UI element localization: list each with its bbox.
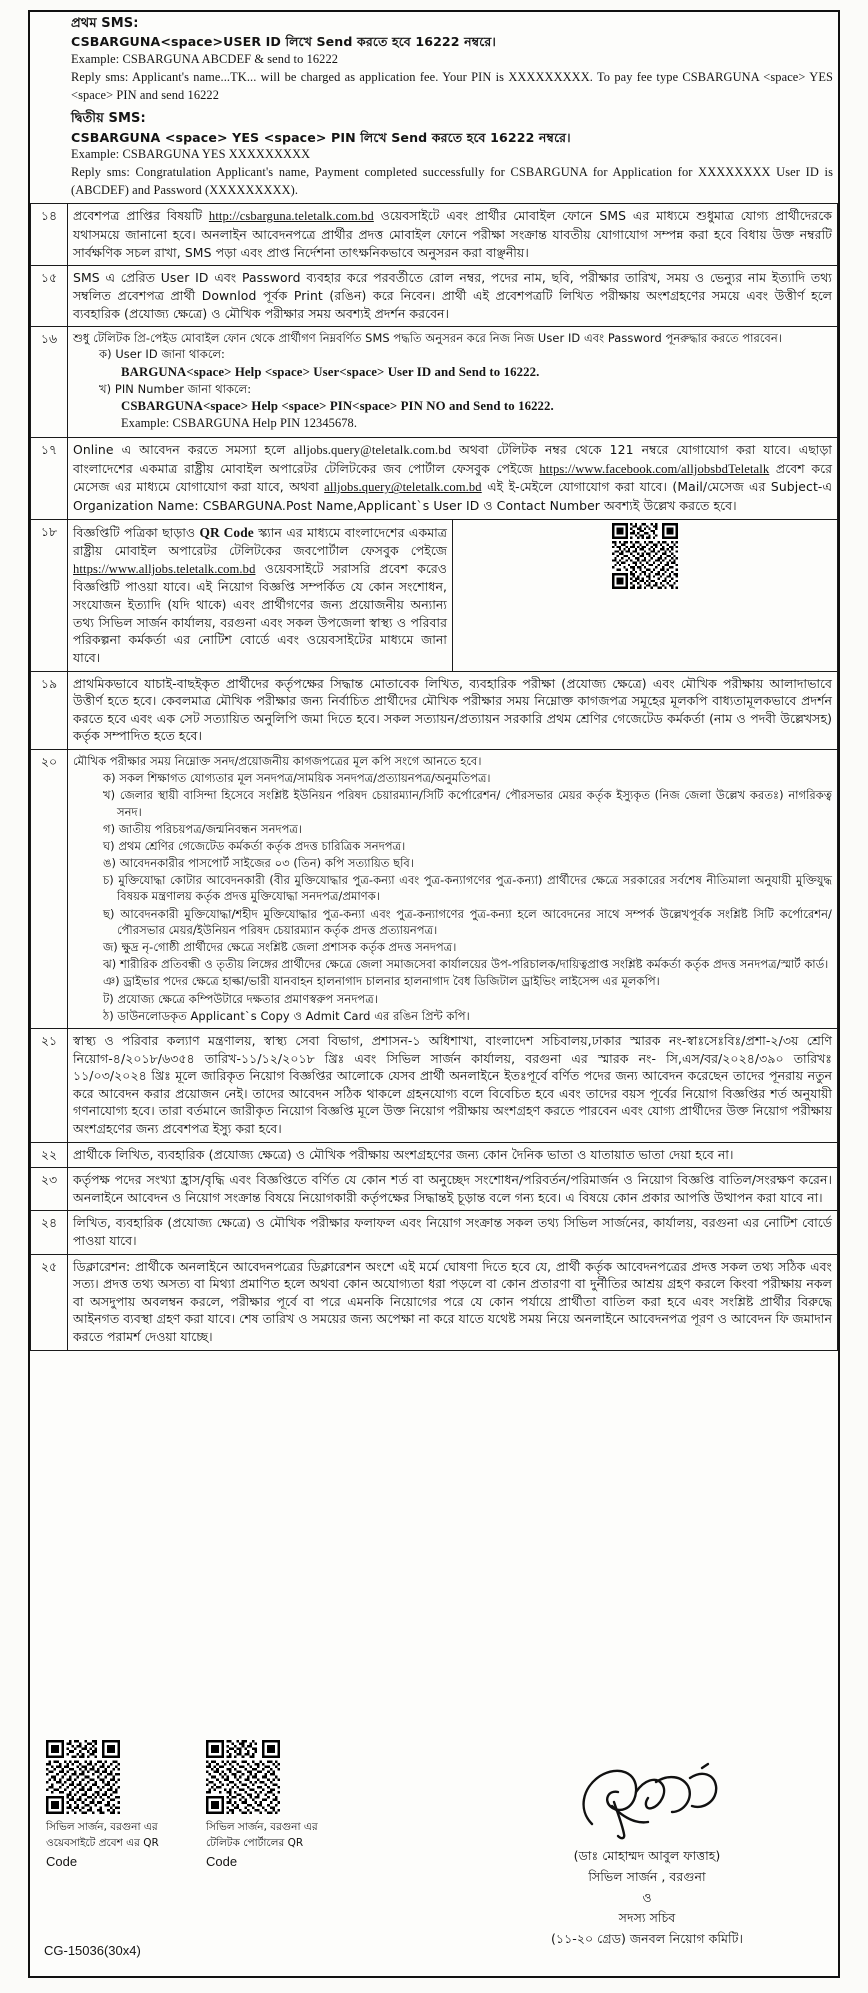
row-number: ১৬ bbox=[31, 327, 68, 437]
row-content-20 bbox=[68, 749, 838, 1028]
recover-userid-sms: BARGUNA<space> Help <space> User<space> User ID and Send to 16222. bbox=[121, 364, 540, 379]
list-item: চ) মুক্তিযোদ্ধা কোটার আবেদনকারী (বীর মুক্তিযোদ্ধার পুত্র-কন্যা এবং পুত্র-কন্যাগণের পুত্র-কন্যা) প্রার্থীদের ক্ষেত্রে সরকারের সর্বশেষ নীতিমালা অনুযায়ী মুক্তিযুদ্ধ বিষয়ক মন্ত্রণালয় কর্তৃক প্রদত্ত মুক্তিযোদ্ধা সনদপত্র/প্রমাণক। bbox=[103, 873, 832, 904]
row-content-19: প্রাথমিকভাবে যাচাই-বাছইকৃত প্রার্থীদের কর্তৃপক্ষের সিদ্ধান্ত মোতাবেক লিখিত, ব্যবহারিক পরীক্ষা (প্রযোজ্য ক্ষেত্রে) এবং মৌখিক পরীক্ষায় আলাদাভাবে উত্তীর্ণ হতে হবে। কেবলমাত্র মৌখিক পরীক্ষার জন্য নির্বাচিত প্রার্থীদের মৌখিক পরীক্ষার সময় নিম্নোক্ত কাগজপত্র সমূহের মূলকপি বাধ্যতামূলকভাবে প্রদর্শন করতে হবে এবং এক সেট সত্যায়িত অনুলিপি জমা দিতে হবে। সকল সত্যায়ন/প্রত্যায়ন সরকারি প্রথম শ্রেণির গেজেটেড কর্মকর্তা (নাম ও পদবী উল্লেখসহ) কর্তৃক সম্পাদিত হতে হবে। bbox=[68, 671, 838, 749]
qr-caption-teletalk bbox=[206, 1820, 334, 1871]
list-item: ঠ) ডাউনলোডকৃত Applicant`s Copy ও Admit Card এর রঙিন প্রিন্ট কপি। bbox=[103, 1008, 470, 1023]
row-content-18 bbox=[68, 519, 453, 671]
row-content-15: SMS এ প্রেরিত User ID এবং Password ব্যবহার করে পরবর্তীতে রোল নম্বর, পদের নাম, ছবি, পরীক্ষার তারিখ, সময় ও ভেন্যুর নাম ইত্যাদি তথ্য সম্বলিত প্রবেশপত্র প্রার্থী Downlod পূর্বক Print (রঙিন) করে নিবেন। প্রার্থী এই প্রবেশপত্রটি লিখিত পরীক্ষায় অংশগ্রহণের সময়ে এবং উত্তীর্ণ হলে ব্যবহারিক (প্রযোজ্য ক্ষেত্রে) ও মৌখিক পরীক্ষার সময় অবশ্যই প্রদর্শন করবেন। bbox=[68, 266, 838, 327]
qr-code-icon bbox=[46, 1740, 120, 1814]
qr-caption-teletalk-en: Code bbox=[206, 1853, 238, 1869]
support-email-2[interactable]: alljobs.query@teletalk.com.bd bbox=[324, 480, 482, 495]
jobportal-link[interactable]: https://www.alljobs.teletalk.com.bd bbox=[73, 561, 256, 576]
row-content-22: প্রার্থীকে লিখিত, ব্যবহারিক (প্রযোজ্য ক্ষেত্রে) ও মৌখিক পরীক্ষায় অংশগ্রহণের জন্য কোন দৈনিক ভাতা ও যাতায়াত ভাতা দেয়া হবে না। bbox=[68, 1142, 838, 1168]
circular-sheet bbox=[28, 10, 840, 1978]
qr-code-icon bbox=[612, 523, 678, 589]
list-item: ট) প্রযোজ্য ক্ষেত্রে কম্পিউটারে দক্ষতার প্রমাণস্বরুপ সনদপত্র। bbox=[103, 991, 378, 1006]
support-email[interactable]: alljobs.query@teletalk.com.bd bbox=[293, 442, 452, 457]
signatory-title: সিভিল সার্জন , বরগুনা bbox=[588, 1868, 706, 1884]
list-item: গ) জাতীয় পরিচয়পত্র/জন্মনিবন্ধন সনদপত্র। bbox=[103, 821, 303, 836]
page-footer bbox=[30, 1726, 838, 1976]
row-20-lead: মৌখিক পরীক্ষার সময় নিম্নোক্ত সনদ/প্রয়োজনীয় কাগজপত্রের মূল কপি সংগে আনতে হবে। bbox=[73, 753, 482, 768]
list-item: ছ) আবেদনকারী মুক্তিযোদ্ধা/শহীদ মুক্তিযোদ্ধার পুত্র-কন্যা এবং পুত্র-কন্যাগণের পুত্র-কন্যা হলে আবেদনের সাথে সম্পর্ক উল্লেখপূর্বক সংশ্লিষ্ট সিটি কর্পোরেশন/পৌরসভার মেয়র/ইউনিয়ন পরিষদ চেয়ারম্যান কর্তৃক প্রদত্ত প্রত্যায়নপত্র। bbox=[103, 906, 832, 937]
table-row bbox=[31, 266, 838, 327]
row-number: ২৪ bbox=[31, 1211, 68, 1254]
row-number: ২০ bbox=[31, 749, 68, 1028]
signatory-conjunction: ও bbox=[642, 1889, 652, 1905]
row-number: ১৯ bbox=[31, 671, 68, 749]
sms-instructions-block bbox=[30, 12, 838, 203]
row-number: ২৩ bbox=[31, 1168, 68, 1211]
qr-code-term: QR Code bbox=[199, 524, 254, 540]
table-row bbox=[31, 327, 838, 437]
table-row bbox=[31, 1142, 838, 1168]
row-number-blank bbox=[30, 12, 66, 203]
row-content-24: লিখিত, ব্যবহারিক (প্রযোজ্য ক্ষেত্রে) ও মৌখিক পরীক্ষার ফলাফল এবং নিয়োগ সংক্রান্ত সকল তথ্য সিভিল সার্জনের, কার্যালয়, বরগুনা এর নোটিশ বোর্ডে পাওয়া যাবে। bbox=[68, 1211, 838, 1254]
row-number: ১৪ bbox=[31, 204, 68, 266]
list-item: ঘ) প্রথম শ্রেণির গেজেটেড কর্মকর্তা কর্তৃক প্রদত্ত চারিত্রিক সনদপত্র। bbox=[103, 838, 406, 853]
handwritten-signature bbox=[552, 1762, 742, 1844]
first-sms-format: CSBARGUNA<space>USER ID লিখে Send করতে হবে 16222 নম্বরে। bbox=[71, 34, 496, 50]
recover-pin-label: খ) PIN Number জানা থাকলে: bbox=[99, 381, 252, 396]
table-row bbox=[31, 1028, 838, 1142]
row-18-text-c: ওয়েবসাইটে সরাসরি প্রবেশ করেও বিজ্ঞপ্তিটি পাওয়া যাবে। এই নিয়োগ বিজ্ঞপ্তি সম্পর্কিত যে কোন সংশোধন, সংযোজন ইত্যাদি (যদি থাকে) এবং প্রার্থীগণের জন্য প্রয়োজনীয় অন্যান্য তথ্য সিভিল সার্জন কার্যালয়, বরগুনা এবং সকল উপজেলা স্বাস্থ্য ও পরিবার পরিকল্পনা কর্মকর্তা এর নোটিশ বোর্ডে এবং ওয়েবসাইটের মাধ্যমে জানা যাবে। bbox=[73, 560, 447, 665]
admit-card-website-link[interactable]: http://csbarguna.teletalk.com.bd bbox=[208, 209, 374, 224]
qr-code-icon bbox=[206, 1740, 280, 1814]
qr-block-website bbox=[46, 1740, 174, 1871]
row-content-17 bbox=[68, 437, 838, 519]
row-number: ২২ bbox=[31, 1142, 68, 1168]
row-content-25: ডিক্লারেশন: প্রার্থীকে অনলাইনে আবেদনপত্রের ডিক্লারেশন অংশে এই মর্মে ঘোষণা দিতে হবে যে, প্রার্থী কর্তৃক আবেদনপত্রের প্রদত্ত সকল তথ্য সঠিক এবং সত্য। প্রদত্ত তথ্য অসত্য বা মিথ্যা প্রমাণিত হলে অথবা কোন অযোগ্যতা ধরা পড়লে বা কোন প্রতারণা বা দুর্নীতির আশ্রয় গ্রহণ করলে কিংবা পরীক্ষায় নকল বা অসদুপায় অবলম্বন করলে, পরীক্ষার পূর্বে বা পরে এমনকি নিয়োগের পরে যে কোন পর্যায়ে প্রার্থীতা বাতিল করা হবে এবং সংশ্লিষ্ট প্রার্থীর বিরুদ্ধে আইনগত ব্যবস্থা গ্রহণ করা যাবে। শেষ তারিখ ও সময়ের জন্য অপেক্ষা না করে যাতে যথেষ্ট সময় নিয়ে অনলাইনে আবেদনপত্র পূরণ ও আবেদন ফি জমাদান করতে পরামর্শ দেওয়া যাচ্ছে। bbox=[68, 1254, 838, 1350]
row-content-23: কর্তৃপক্ষ পদের সংখ্যা হ্রাস/বৃদ্ধি এবং বিজ্ঞপ্তিতে বর্ণিত যে কোন শর্ত বা অনুচ্ছেদ সংশোধন/পরিবর্তন/পরিমার্জন ও নিয়োগ বিজ্ঞপ্তি বাতিল/সংরক্ষণ করেন। অনলাইনে আবেদন ও নিয়োগ সংক্রান্ত বিষয়ে নিয়োগকারী কর্তৃপক্ষের সিদ্ধান্তই চূড়ান্ত বলে গন্য হবে। এ বিষয়ে কোন প্রকার আপত্তি উত্থাপন করা যাবে না। bbox=[68, 1168, 838, 1211]
table-row bbox=[31, 1168, 838, 1211]
table-row bbox=[31, 437, 838, 519]
reference-number: CG-15036(30x4) bbox=[44, 1943, 141, 1958]
second-sms-heading: দ্বিতীয় SMS: bbox=[71, 111, 146, 127]
row-14-text-a: প্রবেশপত্র প্রাপ্তির বিষয়টি bbox=[73, 208, 209, 224]
row-number: ২৫ bbox=[31, 1254, 68, 1350]
qr-caption-website-en: Code bbox=[46, 1853, 78, 1869]
qr-caption-teletalk-bn: সিভিল সার্জন, বরগুনা এর টেলিটক পোর্টালের QR bbox=[206, 1821, 318, 1849]
row-number: ১৭ bbox=[31, 437, 68, 519]
recover-pin-sms: CSBARGUNA<space> Help <space> PIN<space> PIN NO and Send to 16222. bbox=[121, 398, 554, 413]
row-17-text-b: অথবা টেলিটক নম্বর থেকে 121 নম্বরে যোগাযোগ করা যাবে। এছাড়া বাংলাদেশের একমাত্র রাষ্ট্রীয় মোবাইল অপারেটর টেলিটকের জব পোর্টাল ফেসবুক পেইজে bbox=[73, 441, 832, 476]
table-row bbox=[31, 519, 838, 671]
sms-instructions-cell bbox=[66, 12, 838, 203]
row-content-21: স্বাস্থ্য ও পরিবার কল্যাণ মন্ত্রণালয়, স্বাস্থ্য সেবা বিভাগ, প্রশাসন-১ অধিশাখা, বাংলাদেশ সচিবালয়,ঢাকার স্মারক নং-স্বাঃসেঃবিঃ/প্রশা-২/৩য় শ্রেণি নিয়োগ-৪/২০১৮/৬৩৫৪ তারিখ-১১/১২/২০১৮ খ্রিঃ এবং সিভিল সার্জন কার্যালয়, বরগুনা এর স্মারক নং- সি,এস/বর/২০২৪/৩৯০ তারিখঃ ১১/০৩/২০২৪ খ্রিঃ মূলে জারিকৃত নিয়োগ বিজ্ঞপ্তির আলোকে যেসব প্রার্থী অনলাইনে ইতঃপূর্বে বর্ণিত পদের জন্য আবেদন করেছেন তাদের পূনরায় নতুন করে আবেদন করার প্রয়োজন নেই। তাদের আবেদন সঠিক থাকলে গ্রহনযোগ্য বলে বিবেচিত হবে এবং তাদের বয়স পূর্বের নিয়োগ বিজ্ঞপ্তির শর্ত অনুযায়ী গণনাযোগ্য হবে। তারা বর্তমানে জারীকৃত নিয়োগ বিজ্ঞপ্তি মূলে উক্ত নিয়োগ পরীক্ষায় অংশগ্রহণ করতে পারবেন এবং যোগ্য প্রার্থীদের উক্ত নিয়োগ পরীক্ষায় অংশগ্রহণের জন্য প্রবেশপত্র ইস্যু করা হবে। bbox=[68, 1028, 838, 1142]
first-sms-example: Example: CSBARGUNA ABCDEF & send to 16222 bbox=[71, 52, 339, 67]
list-item: ঞ) ড্রাইভার পদের ক্ষেত্রে হাল্কা/ভারী যানবাহন হালনাগাদ চালনার হালনাগাদ বৈধ ডিজিটাল ড্রাইভিং লাইসেন্স এর মূলকপি। bbox=[103, 974, 660, 989]
row-number: ২১ bbox=[31, 1028, 68, 1142]
first-sms-reply: Reply sms: Applicant's name...TK... will be charged as application fee. Your PIN is XXXXXXXXX. To pay fee type CSBARGUNA <space> YES <space> PIN and send 16222 bbox=[71, 69, 833, 102]
facebook-page-link[interactable]: https://www.facebook.com/alljobsbdTeletalk bbox=[539, 461, 770, 476]
second-sms-reply: Reply sms: Congratulation Applicant's name, Payment completed successfully for CSBARGUNA for Application for XXXXXXXX User ID is (ABCDEF) and Password (XXXXXXXXX). bbox=[71, 165, 833, 197]
row-number: ১৫ bbox=[31, 266, 68, 327]
qr-caption-website-bn: সিভিল সার্জন, বরগুনা এর ওয়েবসাইটে প্রবেশ এর QR bbox=[46, 1821, 159, 1849]
row-17-text-c: প্রবেশ করে মেসেজ এর মাধ্যমে যোগাযোগ করা যাবে, অথবা bbox=[73, 460, 832, 495]
first-sms-heading: প্রথম SMS: bbox=[71, 16, 139, 31]
second-sms-format: CSBARGUNA <space> YES <space> PIN লিখে Send করতে হবে 16222 নম্বরে। bbox=[71, 129, 571, 145]
row-16-lead: শুধু টেলিটক প্রি-পেইড মোবাইল ফোন থেকে প্রার্থীগণ নিম্নবর্ণিত SMS পদ্ধতি অনুসরন করে নিজ নিজ User ID এবং Password পূনরুদ্ধার করতে পারবেন। bbox=[73, 331, 782, 346]
table-row bbox=[31, 671, 838, 749]
signatory-role: সদস্য সচিব bbox=[618, 1910, 676, 1926]
row-14-text-b: ওয়েবসাইটে এবং প্রার্থীর মোবাইল ফোনে SMS এর মাধ্যমে শুধুমাত্র যোগ্য প্রার্থীদেরকে যথাসময়ে জানানো হবে। অনলাইন আবেদনপত্রে প্রার্থীর প্রদত্ত মোবাইল ফোনে পরীক্ষা সংক্রান্ত যাবতীয় যোগাযোগ সম্পন্ন করা হবে বিধায় উক্ত নম্বরটি সার্বক্ষণিক সচল রাখা, SMS পড়া এবং প্রাপ্ত নির্দেশনা তাৎক্ষনিকভাবে অনুসরন করা বাঞ্ছনীয়। bbox=[73, 208, 832, 260]
table-row bbox=[31, 1211, 838, 1254]
qr-block-teletalk-portal bbox=[206, 1740, 334, 1871]
list-item: জ) ক্ষুদ্র নৃ-গোষ্ঠী প্রার্থীদের ক্ষেত্রে সংশ্লিষ্ট জেলা প্রশাসক কর্তৃক প্রদত্ত সনদপত্র। bbox=[103, 940, 457, 955]
signatory-committee: (১১-২০ গ্রেড) জনবল নিয়োগ কমিটি। bbox=[551, 1931, 743, 1947]
table-row bbox=[31, 749, 838, 1028]
row-18-qr-cell bbox=[453, 519, 838, 671]
recover-userid-label: ক) User ID জানা থাকলে: bbox=[99, 347, 225, 362]
table-row bbox=[31, 204, 838, 266]
recover-pin-example: Example: CSBARGUNA Help PIN 12345678. bbox=[121, 416, 358, 431]
signatory-name: (ডাঃ মোহাম্মদ আবুল ফাত্তাহ) bbox=[573, 1848, 721, 1864]
list-item: ক) সকল শিক্ষাগত যোগ্যতার মূল সনদপত্র/সাময়িক সনদপত্র/প্রত্যায়নপত্র/অনুমতিপত্র। bbox=[103, 771, 491, 786]
row-17-text-a: Online এ আবেদন করতে সমস্যা হলে bbox=[73, 441, 294, 457]
conditions-table bbox=[30, 203, 838, 1350]
list-item: খ) জেলার স্থায়ী বাসিন্দা হিসেবে সংশ্লিষ্ট ইউনিয়ন পরিষদ চেয়ারম্যান/সিটি কর্পোরেশন/ পৌরসভার মেয়র কর্তৃক ইস্যুকৃত (নিজ জেলা উল্লেখ করতঃ) নাগরিকত্ব সনদ। bbox=[103, 788, 832, 819]
second-sms-example: Example: CSBARGUNA YES XXXXXXXXX bbox=[71, 147, 311, 162]
signature-block bbox=[482, 1762, 812, 1950]
row-17-text-d: এই ই-মেইলে যোগাযোগ করা যাবে। (Mail/মেসেজ এর Subject-এ Organization Name: CSBARGUNA.Post Name,Applicant`s User ID ও Contact Number অবশ্যই উল্লেখ করতে হবে। bbox=[73, 479, 832, 514]
list-item: ঙ) আবেদনকারীর পাসপোর্ট সাইজের ০৩ (তিন) কপি সত্যায়িত ছবি। bbox=[103, 856, 415, 871]
row-18-text-b: স্ক্যান এর মাধ্যমে বাংলাদেশের একমাত্র রাষ্ট্রীয় মোবাইল অপারেটর টেলিটকের জবপোর্টাল ফেসবুক পেইজে bbox=[73, 524, 447, 558]
list-item: ঝ) শারীরিক প্রতিবন্ধী ও তৃতীয় লিঙ্গের প্রার্থীদের ক্ষেত্রে জেলা সমাজসেবা কার্যালয়ের উপ-পরিচালক/দায়িত্বপ্রাপ্ত সংশ্লিষ্ট কর্মকর্তা কর্তৃক প্রদত্ত সনদপত্র/স্মার্ট কার্ড। bbox=[103, 957, 829, 972]
qr-caption-website bbox=[46, 1820, 174, 1871]
row-content-16 bbox=[68, 327, 838, 437]
row-18-text-a: বিজ্ঞপ্তিটি পত্রিকা ছাড়াও bbox=[73, 524, 200, 540]
row-number: ১৮ bbox=[31, 519, 68, 671]
row-content-14 bbox=[68, 204, 838, 266]
table-row bbox=[31, 1254, 838, 1350]
